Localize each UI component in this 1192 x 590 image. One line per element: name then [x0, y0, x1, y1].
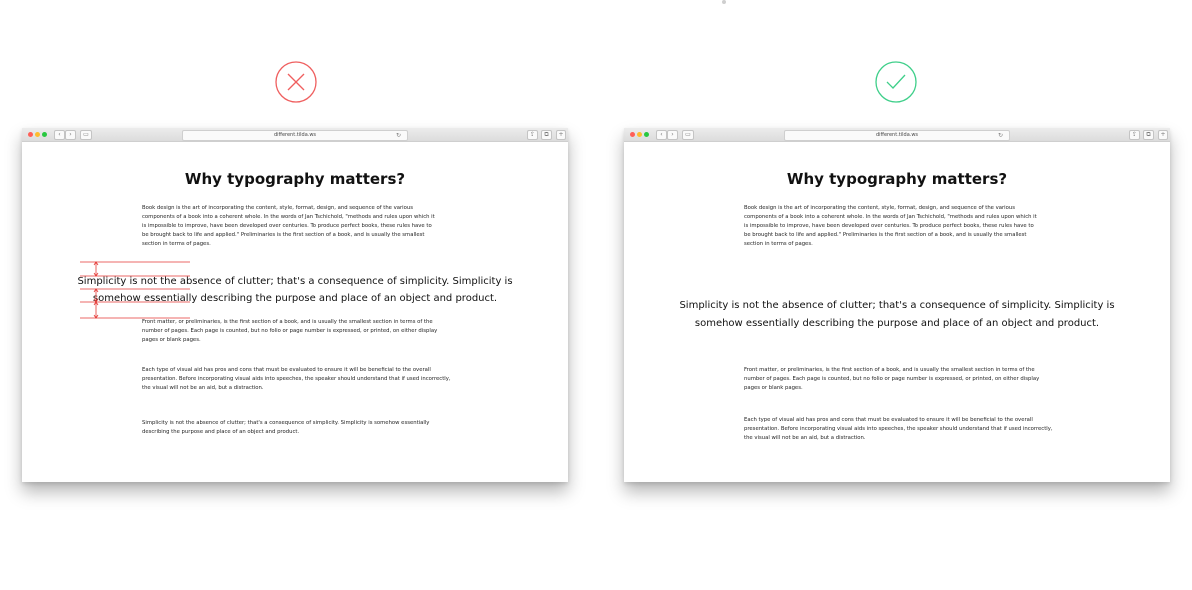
share-icon[interactable]: ⇪ — [1129, 130, 1140, 140]
browser-toolbar — [22, 128, 568, 142]
share-icon[interactable]: ⇪ — [527, 130, 538, 140]
intro-paragraph: Book design is the art of incorporating the content, style, format, design, and sequence of the various components of a book into a coherent whole. In the words of Jan Tschichold, "methods and rules upon which it is impossible to improve, have been developed over centuries. To produce perfect books, these rules have to be brought back to life and applied." Preliminaries is the first section of a book, and is usually the smallest section in terms of pages. — [744, 205, 1037, 247]
pull-quote-line-2: somehow essentially describing the purpose and place of an object and product. — [92, 293, 498, 304]
browser-toolbar — [624, 128, 1170, 142]
zoom-window-button[interactable] — [42, 132, 47, 137]
forward-arrow-icon[interactable]: › — [65, 130, 76, 140]
cross-circle-icon — [274, 60, 318, 104]
front-matter-paragraph: Front matter, or preliminaries, is the first section of a book, and is usually the smallest section in terms of the number of pages. Each page is counted, but no folio or page number is expressed, or printed, on either display pages or blank pages. — [142, 319, 438, 343]
visual-aid-paragraph: Each type of visual aid has pros and cons that must be evaluated to ensure it will be beneficial to the overall presentation. Before incorporating visual aids into speeches, the speaker should understand that if used incorrectly, the visual will not be an aid, but a distraction. — [142, 367, 451, 391]
pull-quote-line-1: Simplicity is not the absence of clutter; that's a consequence of simplicity. Simplicity is — [77, 276, 513, 287]
reload-icon[interactable]: ↻ — [997, 132, 1003, 139]
back-arrow-icon[interactable]: ‹ — [54, 130, 65, 140]
address-url: different.tilda.ws — [273, 132, 317, 138]
close-window-button[interactable] — [28, 132, 33, 137]
check-circle-icon — [874, 60, 918, 104]
simplicity-paragraph: Simplicity is not the absence of clutter; that's a consequence of simplicity. Simplicity is somehow essentially describing the purpose and place of an object and product. — [142, 420, 430, 435]
spacing-guides-overlay — [78, 250, 318, 590]
page-title: Why typography matters? — [786, 170, 1008, 188]
sidebar-toggle-icon[interactable]: ▭ — [80, 130, 92, 140]
minimize-window-button[interactable] — [637, 132, 642, 137]
forward-arrow-icon[interactable]: › — [667, 130, 678, 140]
close-window-button[interactable] — [630, 132, 635, 137]
zoom-window-button[interactable] — [644, 132, 649, 137]
back-arrow-icon[interactable]: ‹ — [656, 130, 667, 140]
address-url: different.tilda.ws — [875, 132, 919, 138]
address-bar[interactable] — [182, 130, 408, 141]
address-bar[interactable] — [784, 130, 1010, 141]
sidebar-toggle-icon[interactable]: ▭ — [682, 130, 694, 140]
reload-icon[interactable]: ↻ — [395, 132, 401, 139]
visual-aid-paragraph: Each type of visual aid has pros and cons that must be evaluated to ensure it will be beneficial to the overall presentation. Before incorporating visual aids into speeches, the speaker should understand that if used incorrectly, the visual will not be an aid, but a distraction. — [744, 417, 1053, 441]
intro-paragraph: Book design is the art of incorporating the content, style, format, design, and sequence of the various components of a book into a coherent whole. In the words of Jan Tschichold, "methods and rules upon which it is impossible to improve, have been developed over centuries. To produce perfect books, these rules have to be brought back to life and applied." Preliminaries is the first section of a book, and is usually the smallest section in terms of pages. — [142, 205, 435, 247]
pull-quote-line-1: Simplicity is not the absence of clutter; that's a consequence of simplicity. Simplicity is — [679, 300, 1115, 311]
new-tab-icon[interactable]: + — [1158, 130, 1168, 140]
new-tab-icon[interactable]: + — [556, 130, 566, 140]
page-title: Why typography matters? — [184, 170, 406, 188]
good-example-browser-window — [624, 128, 1170, 482]
minimize-window-button[interactable] — [35, 132, 40, 137]
tabs-overview-icon[interactable]: ⧉ — [1143, 130, 1154, 140]
front-matter-paragraph: Front matter, or preliminaries, is the first section of a book, and is usually the smallest section in terms of the number of pages. Each page is counted, but no folio or page number is expressed, or printed, on either display pages or blank pages. — [744, 367, 1040, 391]
pull-quote-line-2: somehow essentially describing the purpose and place of an object and product. — [694, 318, 1100, 329]
tabs-overview-icon[interactable]: ⧉ — [541, 130, 552, 140]
top-marker-dot — [722, 0, 726, 4]
